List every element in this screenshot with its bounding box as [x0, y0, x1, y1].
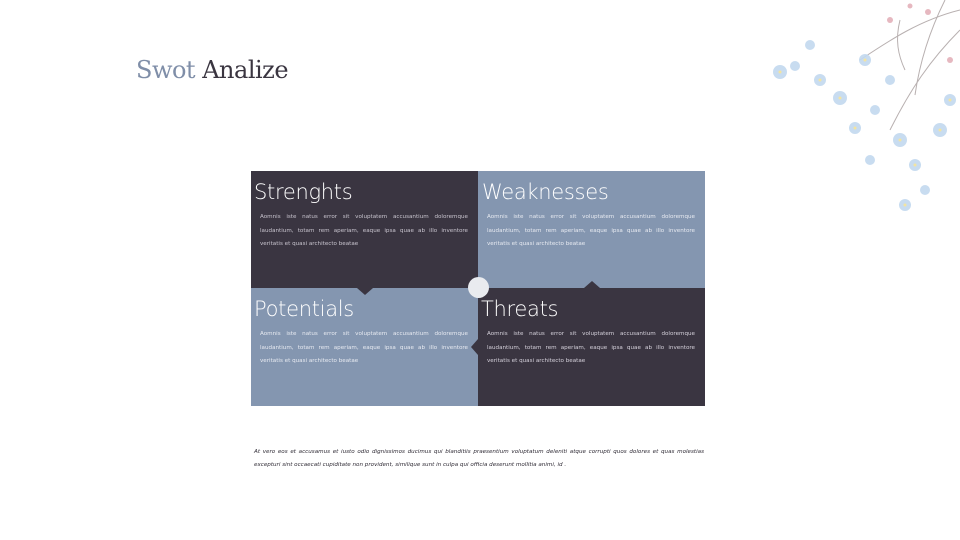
title-word-1: Swot [136, 56, 196, 84]
center-circle-icon [468, 277, 489, 298]
quadrant-body: Aomnis iste natus error sit voluptatem accusantium doloremque laudantium, totam rem aperiam, eaque ipsa quae ab illo inventore veritatis et quasi architecto beatae [487, 214, 695, 247]
pointer-arrow-down-icon [357, 288, 373, 295]
pointer-arrow-left-icon [471, 339, 478, 355]
pointer-arrow-right-icon [478, 223, 485, 239]
swot-grid [251, 171, 706, 406]
quadrant-heading: Strenghts [254, 180, 353, 204]
threats-quadrant [478, 288, 705, 406]
weaknesses-quadrant [478, 171, 705, 288]
quadrant-heading: Threats [481, 297, 559, 321]
quadrant-heading: Potentials [254, 297, 354, 321]
slide-title [136, 56, 288, 84]
strengths-quadrant [251, 171, 478, 288]
pointer-arrow-up-icon [584, 281, 600, 288]
quadrant-body: Aomnis iste natus error sit voluptatem accusantium doloremque laudantium, totam rem aperiam, eaque ipsa quae ab illo inventore veritatis et quasi architecto beatae [260, 331, 468, 364]
quadrant-body: Aomnis iste natus error sit voluptatem accusantium doloremque laudantium, totam rem aperiam, eaque ipsa quae ab illo inventore veritatis et quasi architecto beatae [260, 214, 468, 247]
quadrant-heading: Weaknesses [482, 180, 609, 204]
quadrant-body: Aomnis iste natus error sit voluptatem accusantium doloremque laudantium, totam rem aperiam, eaque ipsa quae ab illo inventore veritatis et quasi architecto beatae [487, 331, 695, 364]
title-word-2: Analize [202, 56, 289, 84]
potentials-quadrant [251, 288, 478, 406]
footer-note: At vero eos et accusamus et iusto odio dignissimos ducimus qui blanditiis praesentium voluptatum deleniti atque corrupti quos dolores et quas molestias excepturi sint occaecati cupiditate non provident, similique sunt in culpa qui officia deserunt mollitia animi, id . [254, 449, 704, 468]
